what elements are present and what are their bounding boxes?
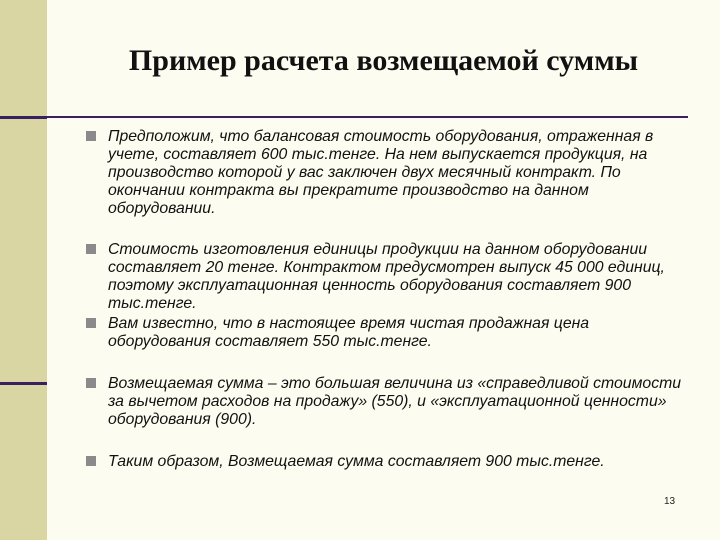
slide-title: Пример расчета возмещаемой суммы [128,44,639,77]
bullet-item-1 [86,128,682,218]
bullet-item-3 [86,315,682,351]
bullet-text: Таким образом, Возмещаемая сумма составляет 900 тыс.тенге. [108,453,605,470]
bullet-text: Вам известно, что в настоящее время чистая продажная цена оборудования составляет 550 тыс.тенге. [108,315,590,350]
bullet-marker [86,318,96,328]
left-sidebar-band [0,0,47,540]
title-underline [28,116,688,118]
bullet-item-2 [86,241,682,313]
bullet-text: Возмещаемая сумма – это большая величина из «справедливой стоимости за вычетом расходов на продажу» (550), и «эксплуатационной ценности» оборудования (900). [108,375,682,428]
bullet-marker [86,131,96,141]
bullet-marker [86,456,96,466]
bullet-marker [86,244,96,254]
bullet-item-4 [86,375,682,429]
bullet-text: Стоимость изготовления единицы продукции на данном оборудовании составляет 20 тенге. Контрактом предусмотрен выпуск 45 000 единиц, поэтому эксплуатационная ценность оборудования составляет 900 тыс.тенге. [108,241,665,312]
page-number: 13 [664,496,676,507]
sidebar-divider-bottom [0,382,47,385]
bullet-item-5 [86,453,682,471]
bullet-text: Предположим, что балансовая стоимость оборудования, отраженная в учете, составляет 600 тыс.тенге. На нем выпускается продукция, на производство которой у вас заключен двух месячный контракт. По окончании контракта вы прекратите производство на данном оборудовании. [108,128,654,217]
bullet-marker [86,378,96,388]
